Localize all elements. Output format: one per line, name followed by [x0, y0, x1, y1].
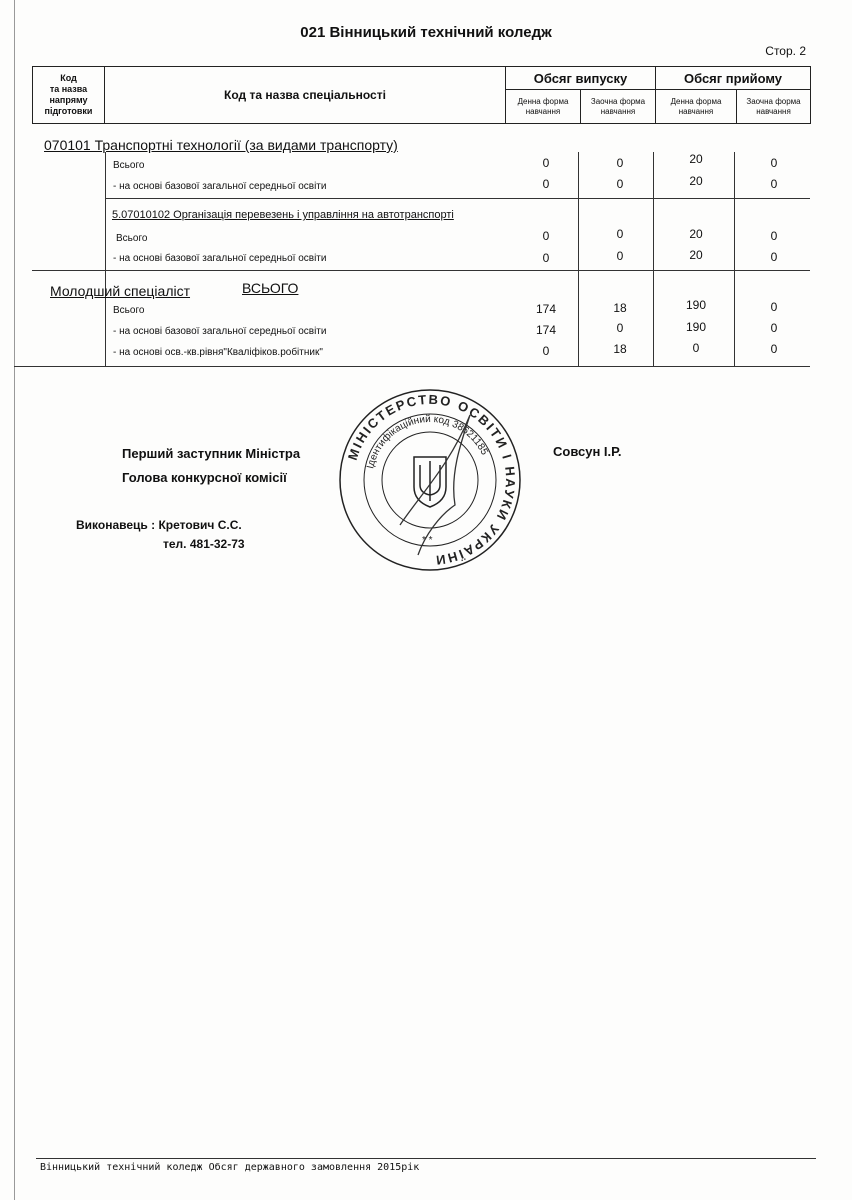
value-cell: 0: [616, 227, 624, 241]
stamp-outer-text: МІНІСТЕРСТВО ОСВІТИ І НАУКИ УКРАЇНИ: [344, 391, 519, 569]
header-subcol: [656, 90, 737, 124]
value-cell: 0: [542, 344, 550, 358]
value-cell: 190: [685, 298, 707, 312]
value-cell: 20: [689, 152, 703, 166]
value-cell: 174: [535, 323, 557, 337]
value-cell: 0: [542, 177, 550, 191]
value-cell: 0: [770, 300, 778, 314]
header-code-column: [33, 67, 105, 124]
column-divider: [105, 152, 106, 367]
signer-position-2: Голова конкурсної комісії: [122, 470, 287, 485]
value-cell: 0: [542, 156, 550, 170]
value-cell: 20: [689, 227, 703, 241]
section-divider: [105, 198, 810, 199]
header-name-column: [105, 67, 506, 124]
value-cell: 0: [616, 321, 624, 335]
row-label: Всього: [113, 305, 145, 316]
header-subcol: [737, 90, 811, 124]
header-subcol-text: Заочна форма навчання: [746, 96, 801, 116]
column-divider: [734, 152, 735, 367]
value-cell: 0: [770, 156, 778, 170]
value-cell: 0: [542, 229, 550, 243]
value-cell: 0: [770, 321, 778, 335]
section-divider: [32, 270, 810, 271]
column-divider: [578, 152, 579, 367]
header-subcol: [581, 90, 656, 124]
executor-name: Виконавець : Кретович С.С.: [76, 518, 242, 532]
footer-text: Вінницький технічний коледж Обсяг державного замовлення 2015рік: [40, 1162, 420, 1173]
header-group-output-text: Обсяг випуску: [533, 70, 628, 86]
table-bottom-line: [14, 366, 810, 367]
row-label: - на основі базової загальної середньої освіти: [113, 326, 327, 337]
value-cell: 0: [770, 342, 778, 356]
header-name-text: Код та назва спеціальності: [224, 88, 386, 102]
subsection-title: 5.07010102 Організація перевезень і управління на автотранспорті: [112, 209, 454, 221]
row-label: Всього: [116, 233, 148, 244]
stamp-inner-text: Ідентифікаційний код 38621185: [365, 413, 490, 470]
stamp-star-icon: * *: [422, 535, 433, 546]
official-stamp: [330, 385, 530, 575]
header-subcol-text: Денна форма навчання: [517, 96, 569, 116]
page-number: Стор. 2: [765, 44, 806, 58]
value-cell: 0: [616, 177, 624, 191]
value-cell: 20: [689, 174, 703, 188]
column-divider: [653, 152, 654, 367]
value-cell: 0: [692, 341, 700, 355]
header-subcol-text: Денна форма навчання: [670, 96, 722, 116]
value-cell: 18: [613, 342, 627, 356]
row-label: - на основі базової загальної середньої освіти: [113, 181, 327, 192]
value-cell: 0: [616, 249, 624, 263]
table-header: [32, 66, 811, 124]
value-cell: 18: [613, 301, 627, 315]
value-cell: 0: [770, 229, 778, 243]
value-cell: 0: [770, 250, 778, 264]
header-subcol-text: Заочна форма навчання: [590, 96, 646, 116]
value-cell: 0: [616, 156, 624, 170]
total-label: ВСЬОГО: [242, 280, 299, 296]
header-subcol: [506, 90, 581, 124]
section-title: 070101 Транспортні технології (за видами транспорту): [44, 137, 398, 153]
header-group-output: [506, 67, 656, 90]
value-cell: 0: [770, 177, 778, 191]
row-label: Всього: [113, 160, 145, 171]
signer-position-1: Перший заступник Міністра: [122, 446, 301, 461]
page-title: 021 Вінницький технічний коледж: [300, 24, 552, 41]
value-cell: 20: [689, 248, 703, 262]
executor-phone: тел. 481-32-73: [163, 537, 245, 551]
signer-name: Совсун І.Р.: [553, 444, 622, 459]
row-label: - на основі осв.-кв.рівня"Кваліфіков.робітник": [113, 347, 323, 358]
footer-rule: [36, 1158, 816, 1159]
value-cell: 190: [685, 320, 707, 334]
value-cell: 174: [535, 302, 557, 316]
header-group-intake: [656, 67, 811, 90]
header-code-text: Код та назва напряму підготовки: [44, 73, 93, 116]
header-group-intake-text: Обсяг прийому: [683, 70, 783, 86]
total-section-title: Молодший спеціаліст: [50, 283, 191, 299]
row-label: - на основі базової загальної середньої освіти: [113, 253, 327, 264]
value-cell: 0: [542, 251, 550, 265]
left-edge-line: [14, 0, 15, 1200]
